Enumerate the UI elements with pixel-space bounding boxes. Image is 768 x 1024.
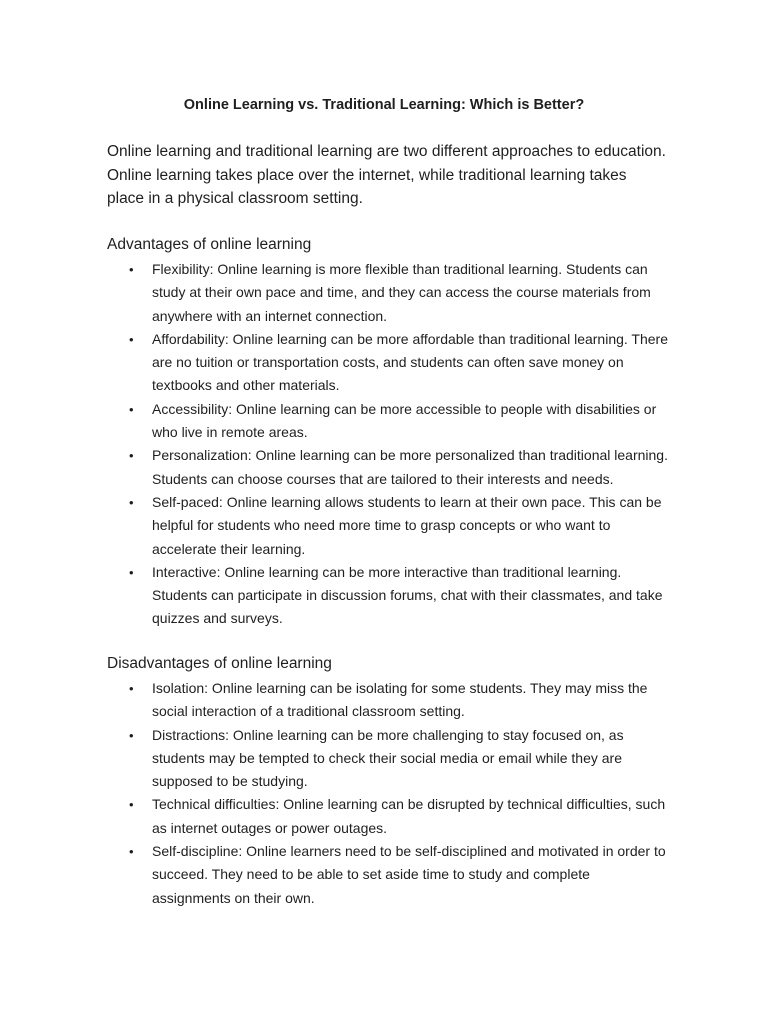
list-item — [107, 398, 669, 445]
section-heading-disadvantages: Disadvantages of online learning — [107, 655, 332, 672]
list-item — [107, 561, 669, 631]
list-item — [107, 724, 669, 794]
section-heading-advantages: Advantages of online learning — [107, 236, 312, 253]
list-item-text: Interactive: Online learning can be more interactive than traditional learning. Students can participate in discussion forums, chat with their classmates, and take quizzes and surveys. — [152, 563, 663, 627]
list-item-text: Flexibility: Online learning is more flexible than traditional learning. Students can study at their own pace and time, and they can access the course materials from anywhere with an internet connection. — [152, 261, 651, 324]
list-item — [107, 840, 669, 910]
bullet-icon: • — [129, 797, 134, 813]
list-item — [107, 677, 669, 724]
bullet-icon: • — [129, 727, 134, 743]
list-item-text: Technical difficulties: Online learning can be disrupted by technical difficulties, such as internet outages or power outages. — [152, 796, 666, 836]
intro-paragraph: Online learning and traditional learning are two different approaches to education. Online learning takes place over the internet, while traditional learning takes place in a physical classroom setting. — [107, 143, 666, 207]
list-item — [107, 793, 669, 840]
list-item-text: Isolation: Online learning can be isolating for some students. They may miss the social interaction of a traditional classroom setting. — [152, 680, 648, 720]
list-item-text: Affordability: Online learning can be more affordable than traditional learning. There are no tuition or transportation costs, and students can often save money on textbooks and other materials. — [152, 330, 668, 394]
list-item-text: Accessibility: Online learning can be more accessible to people with disabilities or who live in remote areas. — [152, 400, 657, 441]
bullet-icon: • — [129, 564, 134, 580]
list-item — [107, 258, 669, 328]
bullet-icon: • — [129, 262, 134, 277]
bullet-icon: • — [129, 844, 134, 860]
list-item-text: Personalization: Online learning can be more personalized than traditional learning. Students can choose courses that are tailored to their interests and needs. — [152, 447, 668, 487]
document-title: Online Learning vs. Traditional Learning: Which is Better? — [183, 97, 585, 113]
list-item-text: Self-paced: Online learning allows students to learn at their own pace. This can be helpful for students who need more time to grasp concepts or who want to accelerate their learning. — [152, 493, 662, 557]
bullet-icon: • — [129, 494, 134, 510]
list-item — [107, 444, 669, 491]
bullet-icon: • — [129, 448, 134, 464]
list-item-text: Self-discipline: Online learners need to be self-disciplined and motivated in order to succeed. They need to be able to set aside time to study and complete assignments on their own. — [152, 843, 666, 906]
list-item — [107, 491, 669, 561]
bullet-icon: • — [129, 331, 134, 347]
list-item — [107, 328, 669, 398]
disadvantages-list — [107, 677, 669, 910]
bullet-icon: • — [129, 401, 134, 417]
list-item-text: Distractions: Online learning can be more challenging to stay focused on, as students may be tempted to check their social media or email while they are supposed to be studying. — [152, 726, 624, 790]
bullet-icon: • — [129, 681, 134, 696]
advantages-list — [107, 258, 669, 631]
